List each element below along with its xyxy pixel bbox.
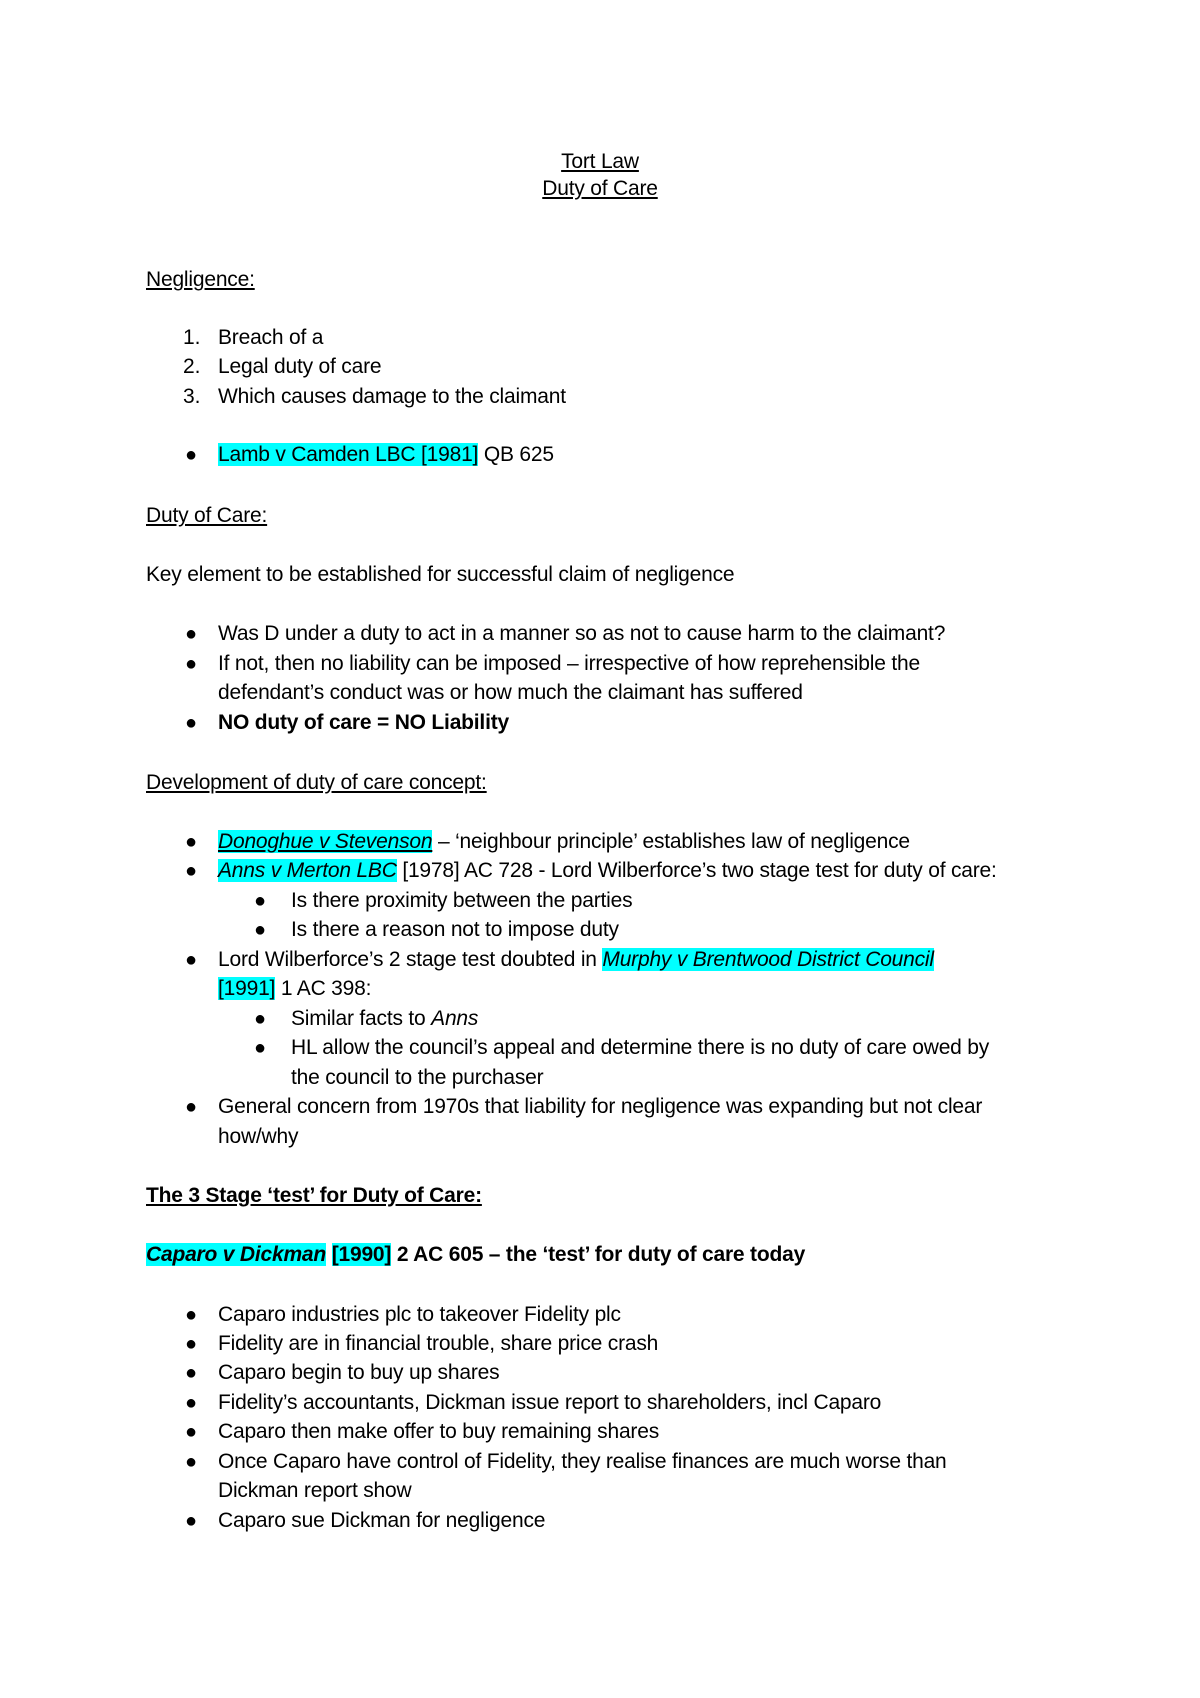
caparo-case-name: Caparo v Dickman [146,1243,327,1266]
murphy-case-name: Murphy v Brentwood District Council [602,948,934,971]
bullet-icon: ● [185,653,198,675]
bullet-icon: ● [185,1451,198,1473]
bullet-icon: ● [185,1510,198,1532]
duty-intro: Key element to be established for successful claim of negligence [146,563,735,586]
murphy-sub-2-line-2: the council to the purchaser [291,1066,544,1089]
duty-bullet-1: Was D under a duty to act in a manner so as not to cause harm to the claimant? [218,622,946,645]
lamb-case-name: Lamb v Camden LBC [1981] [218,443,479,466]
document-title: Tort Law [561,150,639,173]
bullet-icon: ● [185,1421,198,1443]
negligence-item-3: Which causes damage to the claimant [218,385,566,408]
list-number: 2. [183,355,201,378]
bullet-icon: ● [185,1362,198,1384]
donoghue-case-name: Donoghue v Stevenson [218,830,433,853]
development-heading: Development of duty of care concept: [146,771,487,794]
donoghue-description: – ‘neighbour principle’ establishes law of negligence [432,830,910,853]
murphy-sub-2-line-1: HL allow the council’s appeal and determine there is no duty of care owed by [291,1036,990,1059]
caparo-fact-6-line-2: Dickman report show [218,1479,412,1502]
lamb-case-line [218,442,554,468]
murphy-sub-1 [291,1006,478,1032]
caparo-fact-3: Caparo begin to buy up shares [218,1361,500,1384]
duty-heading: Duty of Care: [146,504,268,527]
duty-bullet-2-line-2: defendant’s conduct was or how much the claimant has suffered [218,681,803,704]
bullet-icon: ● [254,919,267,941]
murphy-year: [1991] [218,977,276,1000]
caparo-fact-7: Caparo sue Dickman for negligence [218,1509,546,1532]
murphy-intro: Lord Wilberforce’s 2 stage test doubted in [218,948,603,971]
duty-bullet-2-line-1: If not, then no liability can be imposed – irrespective of how reprehensible the [218,652,920,675]
murphy-sub-1-case: Anns [431,1007,479,1030]
lamb-case-citation: QB 625 [478,443,554,466]
bullet-icon: ● [185,1392,198,1414]
anns-description: [1978] AC 728 - Lord Wilberforce’s two stage test for duty of care: [396,859,997,882]
caparo-fact-6-line-1: Once Caparo have control of Fidelity, they realise finances are much worse than [218,1450,947,1473]
anns-sub-2: Is there a reason not to impose duty [291,918,619,941]
duty-bullet-3: NO duty of care = NO Liability [218,711,509,734]
bullet-icon: ● [254,1037,267,1059]
murphy-line-1 [218,947,934,973]
bullet-icon: ● [185,831,198,853]
document-subtitle: Duty of Care [542,177,658,200]
murphy-citation: 1 AC 398: [275,977,372,1000]
caparo-year: [1990] [331,1243,392,1266]
bullet-icon: ● [185,1333,198,1355]
murphy-line-2 [218,976,371,1002]
murphy-sub-1-text: Similar facts to [291,1007,432,1030]
anns-line [218,858,997,884]
general-concern-line-1: General concern from 1970s that liability for negligence was expanding but not clear [218,1095,983,1118]
bullet-icon: ● [254,890,267,912]
bullet-icon: ● [185,1304,198,1326]
caparo-fact-2: Fidelity are in financial trouble, share price crash [218,1332,659,1355]
bullet-icon: ● [185,712,198,734]
negligence-item-1: Breach of a [218,326,324,349]
anns-sub-1: Is there proximity between the parties [291,889,633,912]
list-number: 1. [183,326,201,349]
donoghue-line [218,829,910,855]
three-stage-heading: The 3 Stage ‘test’ for Duty of Care: [146,1184,482,1207]
bullet-icon: ● [185,1096,198,1118]
list-number: 3. [183,385,201,408]
caparo-line [146,1242,805,1268]
bullet-icon: ● [254,1008,267,1030]
bullet-icon: ● [185,949,198,971]
bullet-icon: ● [185,623,198,645]
caparo-fact-5: Caparo then make offer to buy remaining shares [218,1420,659,1443]
negligence-heading: Negligence: [146,268,255,291]
caparo-fact-1: Caparo industries plc to takeover Fidelity plc [218,1303,621,1326]
bullet-icon: ● [185,444,198,466]
caparo-description: 2 AC 605 – the ‘test’ for duty of care today [391,1243,806,1266]
negligence-item-2: Legal duty of care [218,355,382,378]
caparo-fact-4: Fidelity’s accountants, Dickman issue report to shareholders, incl Caparo [218,1391,882,1414]
anns-case-name: Anns v Merton LBC [218,859,397,882]
general-concern-line-2: how/why [218,1125,299,1148]
bullet-icon: ● [185,860,198,882]
